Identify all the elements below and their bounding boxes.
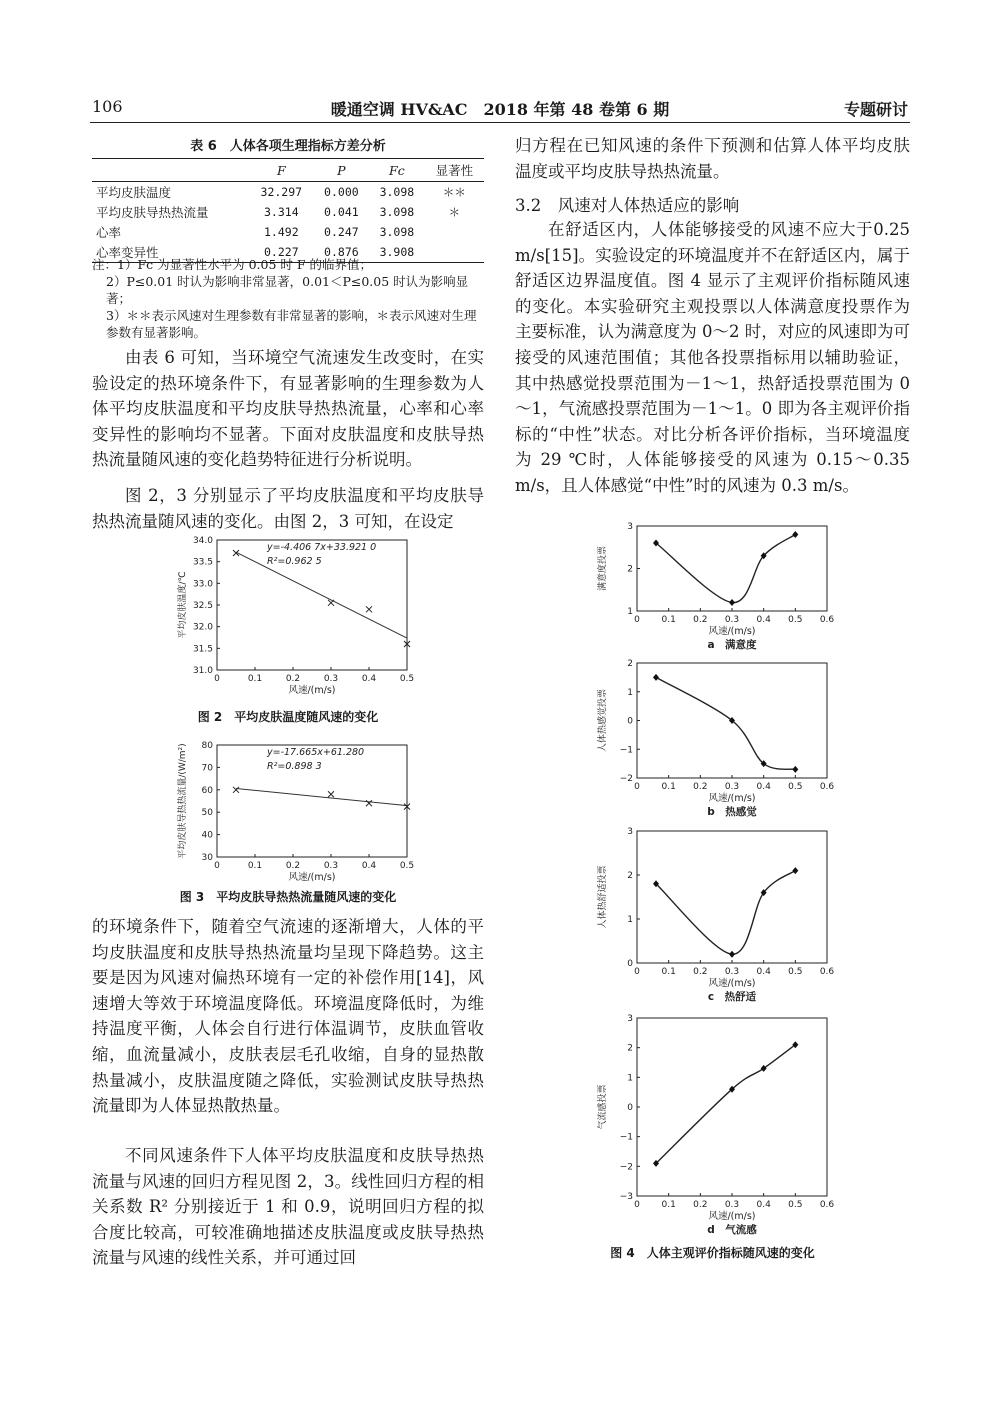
plot-frame (637, 1018, 827, 1196)
x-tick-label: 0.1 (661, 967, 676, 977)
x-tick-label: 0.3 (724, 967, 740, 977)
series-line (656, 1045, 795, 1164)
table6-note-1: 注：1）Fc 为显著性水平为 0.05 时 F 的临界值； (92, 257, 372, 272)
left-paragraph-2: 图 2，3 分别显示了平均皮肤温度和平均皮肤导热热流量随风速的变化。由图 2，3 可知，在设定 (92, 486, 484, 531)
table6-note-2: 2）P≤0.01 时认为影响非常显著，0.01＜P≤0.05 时认为影响显著； (106, 274, 469, 306)
data-point (328, 791, 334, 797)
x-tick-label: 0.1 (247, 674, 263, 684)
y-tick-label: 31.5 (192, 644, 213, 655)
y-tick-label: 2 (627, 1043, 633, 1054)
left-paragraph-4: 不同风速条件下人体平均皮肤温度和皮肤导热热流量与风速的回归方程见图 2，3。线性回归方程的相关系数 R² 分别接近于 1 和 0.9，说明回归方程的拟合度比较高，可较准确地描述皮肤温度或皮肤导热热流量与风速的线性关系，并可通过回 (92, 1146, 484, 1268)
table-cell: 0.247 (324, 225, 359, 239)
x-tick-label: 0.1 (247, 861, 263, 871)
data-point (366, 800, 372, 806)
x-tick-label: 0.6 (819, 782, 835, 792)
x-tick-label: 0 (634, 967, 640, 977)
table-cell: 0.227 (264, 245, 299, 259)
y-tick-label: −2 (619, 1162, 633, 1173)
x-tick-label: 0.4 (756, 782, 771, 792)
x-tick-label: 0.3 (724, 1200, 740, 1210)
series-line (656, 677, 795, 769)
fig4b-chart (585, 655, 845, 820)
r-squared: R²=0.962 5 (267, 556, 322, 567)
x-tick-label: 0.5 (788, 967, 803, 977)
table-cell: 1.492 (264, 225, 299, 239)
y-axis-label: 满意度投票 (598, 545, 608, 592)
x-axis-label: 风速/(m/s) (708, 1211, 756, 1222)
journal-title: 暖通空调 HV&AC 2018 年第 48 卷第 6 期 (330, 100, 670, 119)
x-axis-label: 风速/(m/s) (708, 978, 756, 989)
data-point (729, 599, 735, 606)
fig2-caption: 图 2 平均皮肤温度随风速的变化 (197, 710, 379, 724)
y-axis-label: 人体热感觉投票 (598, 688, 608, 753)
x-tick-label: 0.6 (819, 615, 835, 625)
fig4a-chart (585, 518, 845, 653)
table-cell: 3.908 (379, 245, 415, 259)
series-line (656, 535, 795, 603)
y-axis-label: 气流感投票 (598, 1084, 608, 1130)
panel-label: c 热舒适 (707, 991, 757, 1003)
panel-label: b 热感觉 (707, 806, 757, 818)
y-tick-label: −2 (619, 774, 633, 784)
series-line (656, 871, 795, 955)
page-number: 106 (92, 97, 123, 116)
table6-col-sig: 显著性 (425, 159, 484, 182)
table-cell: 32.297 (260, 185, 303, 199)
fig3-chart (165, 735, 425, 885)
x-tick-label: 0.2 (693, 782, 708, 792)
panel-label: a 满意度 (707, 639, 757, 651)
y-tick-label: 0 (627, 1103, 633, 1113)
x-tick-label: 0.1 (661, 1200, 676, 1210)
table-cell: 3.098 (379, 205, 415, 219)
y-tick-label: 30 (201, 853, 213, 863)
x-tick-label: 0.5 (788, 782, 803, 792)
table6-col-f: F (249, 159, 314, 182)
x-tick-label: 0.4 (361, 861, 377, 871)
data-point (729, 951, 735, 958)
y-tick-label: −1 (619, 745, 633, 756)
y-tick-label: 50 (201, 808, 213, 819)
data-point (366, 606, 372, 612)
y-tick-label: 0 (627, 716, 633, 727)
table6-col-fc: Fc (369, 159, 425, 182)
y-tick-label: 3 (627, 827, 633, 837)
panel-label: d 气流感 (707, 1224, 757, 1236)
y-tick-label: 80 (201, 741, 213, 751)
table6-col-p: P (314, 159, 370, 182)
x-tick-label: 0.2 (693, 615, 708, 625)
y-tick-label: 33.0 (192, 579, 213, 590)
plot-frame (637, 526, 827, 611)
x-tick-label: 0.1 (661, 782, 676, 792)
y-axis-label: 平均皮肤导热热流量/(W/m²) (178, 743, 188, 859)
x-tick-label: 0.4 (756, 1200, 771, 1210)
table-cell: 0.000 (324, 185, 359, 199)
y-tick-label: 31.0 (192, 666, 213, 676)
table6-col0 (92, 159, 249, 182)
x-tick-label: 0.3 (323, 861, 339, 871)
table-cell: 3.098 (379, 185, 415, 199)
y-tick-label: 1 (627, 607, 633, 617)
y-tick-label: 60 (201, 785, 213, 796)
x-tick-label: 0.2 (285, 674, 301, 684)
table6-note-3: 3）＊＊表示风速对生理参数有非常显著的影响，＊表示风速对生理参数有显著影响。 (106, 308, 477, 340)
x-tick-label: 0.2 (285, 861, 301, 871)
regression-equation: y=-4.406 7x+33.921 0 (267, 542, 377, 553)
x-tick-label: 0.5 (788, 615, 803, 625)
x-tick-label: 0 (214, 674, 220, 684)
y-tick-label: 70 (201, 763, 213, 774)
table6 (92, 158, 484, 263)
data-point (792, 867, 798, 874)
fig4c-chart (585, 823, 845, 1005)
y-tick-label: −1 (619, 1132, 633, 1143)
y-tick-label: 32.0 (192, 622, 213, 633)
fig2-chart (165, 530, 425, 698)
x-tick-label: 0.5 (399, 861, 415, 871)
x-tick-label: 0.5 (788, 1200, 803, 1210)
data-point (328, 600, 334, 606)
x-axis-label: 风速/(m/s) (708, 793, 756, 804)
x-tick-label: 0 (634, 615, 640, 625)
fig4-caption: 图 4 人体主观评价指标随风速的变化 (610, 1246, 815, 1260)
x-tick-label: 0 (634, 1200, 640, 1210)
y-tick-label: 33.5 (192, 557, 213, 568)
table6-title: 表 6 人体各项生理指标方差分析 (190, 139, 386, 154)
x-tick-label: 0 (634, 782, 640, 792)
left-paragraph-3: 的环境条件下，随着空气流速的逐渐增大，人体的平均皮肤温度和皮肤导热热流量均呈现下降趋势。这主要是因为风速对偏热环境有一定的补偿作用[14]，风速增大等效于环境温度降低。环境温度降低时，为维持温度平衡，人体会自行进行体温调节，皮肤血管收缩，血流量减小，皮肤表层毛孔收缩，自身的显热散热量减小，皮肤温度随之降低，实验测试皮肤导热热流量即为人体显热散热量。 (92, 917, 484, 1116)
table-cell: 3.098 (379, 225, 415, 239)
y-tick-label: 2 (627, 564, 633, 575)
plot-frame (637, 831, 827, 963)
header-rule (90, 122, 910, 123)
table-cell: ＊＊ (442, 185, 466, 199)
x-tick-label: 0.1 (661, 615, 676, 625)
x-axis-label: 风速/(m/s) (288, 685, 336, 696)
x-tick-label: 0.3 (323, 674, 339, 684)
y-axis-label: 平均皮肤温度/℃ (178, 571, 188, 639)
right-paragraph-1: 在舒适区内，人体能够接受的风速不应大于0.25 m/s[15]。实验设定的环境温度并不在舒适区内，属于舒适区边界温度值。图 4 显示了主观评价指标随风速的变化。本实验研究主观投票以人体满意度投票作为主要标准，认为满意度为 0～2 时，对应的风速即为可接受的风速范围值；其他各投票指标用以辅助验证，其中热感觉投票范围为－1～1，热舒适投票范围为 0～1，气流感投票范围为－1～1。0 即为各主观评价指标的“中性”状态。对比分析各评价指标，当环境温度为 29 ℃时，人体能够接受的风速为 0.15～0.35 m/s，且人体感觉“中性”时的风速为 0.3 m/s。 (515, 220, 910, 495)
y-tick-label: 1 (627, 915, 633, 925)
y-tick-label: 2 (627, 871, 633, 881)
fig4d-chart (585, 1010, 845, 1238)
data-point (653, 674, 659, 681)
y-tick-label: 2 (627, 659, 633, 669)
x-tick-label: 0.3 (724, 615, 740, 625)
x-axis-label: 风速/(m/s) (708, 626, 756, 637)
table-cell: 心率 (96, 225, 122, 240)
r-squared: R²=0.898 3 (267, 761, 322, 772)
y-tick-label: 0 (627, 959, 633, 969)
x-tick-label: 0.2 (693, 967, 708, 977)
x-tick-label: 0.4 (361, 674, 377, 684)
section-title: 专题研讨 (843, 100, 908, 119)
regression-equation: y=-17.665x+61.280 (267, 747, 365, 758)
y-tick-label: −3 (619, 1192, 633, 1202)
fit-line (236, 788, 407, 805)
data-point (233, 787, 239, 793)
x-axis-label: 风速/(m/s) (288, 872, 336, 883)
data-point (792, 531, 798, 538)
y-tick-label: 32.5 (192, 601, 213, 611)
table-cell: 平均皮肤温度 (96, 185, 172, 200)
x-tick-label: 0.2 (693, 1200, 708, 1210)
right-paragraph-0: 归方程在已知风速的条件下预测和估算人体平均皮肤温度或平均皮肤导热热流量。 (515, 136, 910, 181)
y-tick-label: 1 (627, 687, 633, 698)
x-tick-label: 0 (214, 861, 220, 871)
table-cell: 0.876 (324, 245, 359, 259)
data-point (792, 766, 798, 773)
table-cell: ＊ (448, 205, 461, 219)
y-axis-label: 人体热舒适投票 (598, 865, 608, 929)
x-tick-label: 0.5 (399, 674, 415, 684)
y-tick-label: 34.0 (192, 536, 213, 546)
y-tick-label: 3 (627, 1014, 633, 1024)
y-tick-label: 3 (627, 522, 633, 532)
x-tick-label: 0.6 (819, 967, 835, 977)
x-tick-label: 0.6 (819, 1200, 835, 1210)
table-cell: 平均皮肤导热热流量 (96, 205, 209, 220)
x-tick-label: 0.4 (756, 615, 771, 625)
section-heading: 3.2 风速对人体热适应的影响 (515, 196, 740, 215)
table-cell (425, 222, 484, 242)
data-point (761, 1065, 767, 1072)
table-cell: 心率变异性 (96, 245, 159, 260)
fig3-caption: 图 3 平均皮肤导热热流量随风速的变化 (179, 890, 397, 904)
y-tick-label: 1 (627, 1073, 633, 1084)
table-cell: 0.041 (324, 205, 359, 219)
y-tick-label: 40 (201, 830, 213, 841)
table-row (92, 222, 484, 242)
table-row (92, 182, 484, 203)
x-tick-label: 0.3 (724, 782, 740, 792)
table-row (92, 202, 484, 222)
table-cell: 3.314 (264, 205, 299, 219)
left-paragraph-1: 由表 6 可知，当环境空气流速发生改变时，在实验设定的热环境条件下，有显著影响的生理参数为人体平均皮肤温度和平均皮肤导热热流量，心率和心率变异性的影响均不显著。下面对皮肤温度和皮肤导热热流量随风速的变化趋势特征进行分析说明。 (92, 348, 484, 470)
x-tick-label: 0.4 (756, 967, 771, 977)
